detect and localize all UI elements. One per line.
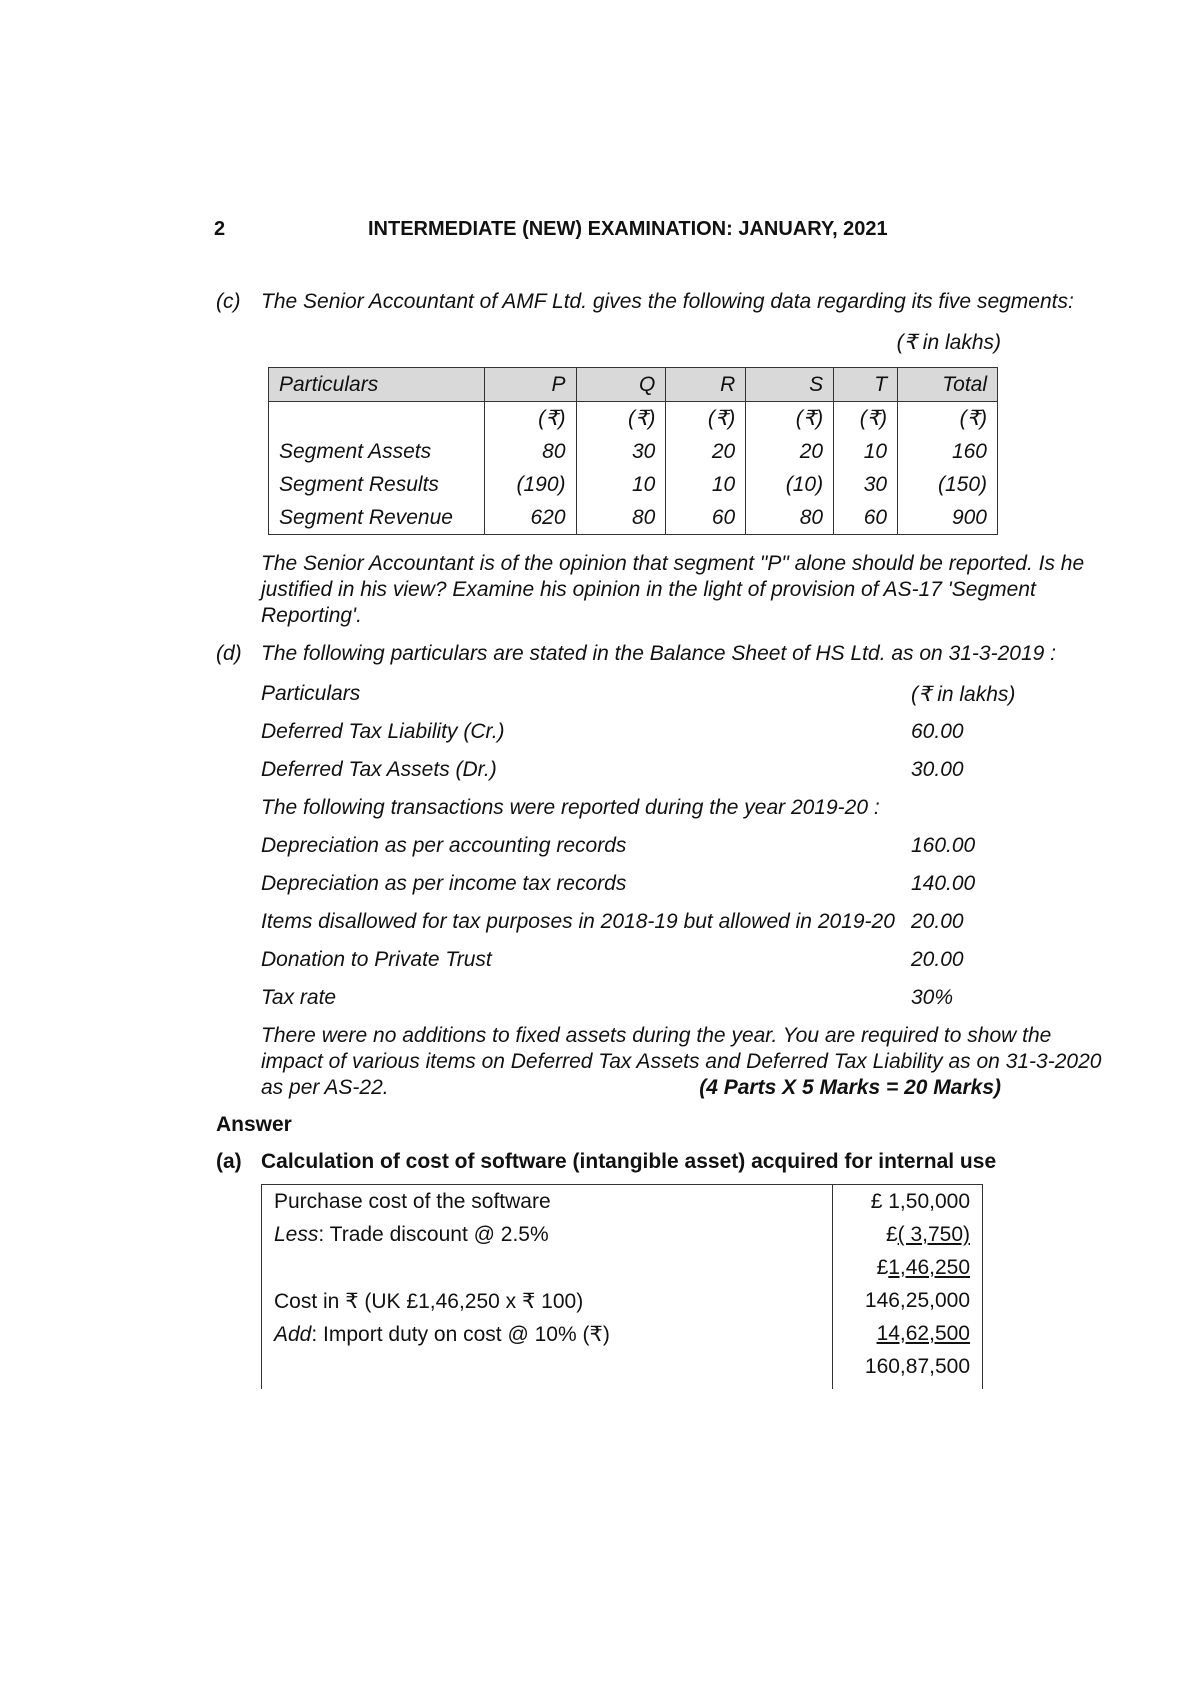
part-d-item-value: 160.00: [911, 834, 976, 857]
net-cost-value: 1,46,250: [888, 1256, 970, 1279]
part-d-item-value: (₹ in lakhs): [911, 683, 1016, 706]
part-d-label: (d): [216, 642, 242, 665]
part-d-item-value: 60.00: [911, 720, 964, 743]
table-row-label: [274, 1322, 610, 1347]
table-cell: 30: [576, 435, 666, 468]
table-row-value: [886, 1223, 970, 1247]
part-c-unit-note: (₹ in lakhs): [896, 331, 1001, 354]
column-divider: [832, 1185, 833, 1389]
part-d-item-value: 20.00: [911, 948, 964, 971]
table-cell: 160: [898, 435, 998, 468]
col-header-s: S: [746, 368, 834, 402]
table-cell: (₹): [746, 402, 834, 436]
table-cell: 80: [576, 501, 666, 535]
currency-symbol: £: [885, 1223, 898, 1246]
table-cell: (190): [484, 468, 576, 501]
add-prefix: Add: [274, 1323, 312, 1346]
col-header-particulars: Particulars: [269, 368, 485, 402]
table-cell: 80: [746, 501, 834, 535]
part-d-item-label: Items disallowed for tax purposes in 2018-19 but allowed in 2019-20: [261, 910, 895, 933]
answer-part-a-label: (a): [216, 1150, 242, 1173]
table-cell: 20: [666, 435, 746, 468]
less-label: : Trade discount @ 2.5%: [318, 1223, 549, 1246]
marks-note: (4 Parts X 5 Marks = 20 Marks): [699, 1076, 1001, 1099]
part-d-item-value: 140.00: [911, 872, 976, 895]
col-header-q: Q: [576, 368, 666, 402]
table-row-label: Cost in ₹ (UK £1,46,250 x ₹ 100): [274, 1290, 584, 1313]
table-cell: 80: [484, 435, 576, 468]
col-header-total: Total: [898, 368, 998, 402]
part-d-item-label: Tax rate: [261, 986, 337, 1009]
table-cell: 10: [666, 468, 746, 501]
answer-part-a-title: Calculation of cost of software (intangible asset) acquired for internal use: [261, 1150, 997, 1173]
part-d-item-label: The following transactions were reported during the year 2019-20 :: [261, 796, 880, 819]
table-row: [269, 468, 998, 501]
part-c-intro: The Senior Accountant of AMF Ltd. gives the following data regarding its five segments:: [261, 290, 1074, 313]
part-d-item-value: 30%: [911, 986, 954, 1009]
less-prefix: Less: [274, 1223, 319, 1246]
table-cell: (₹): [898, 402, 998, 436]
table-cell: 30: [834, 468, 898, 501]
page-number: 2: [214, 218, 226, 240]
part-d-item-value: 20.00: [911, 910, 964, 933]
table-row-value: 146,25,000: [864, 1289, 970, 1312]
part-d-item-label: Depreciation as per income tax records: [261, 872, 627, 895]
part-d-item-label: Deferred Tax Assets (Dr.): [261, 758, 497, 781]
table-cell: (₹): [666, 402, 746, 436]
table-cell: 20: [746, 435, 834, 468]
col-header-t: T: [834, 368, 898, 402]
page-title: INTERMEDIATE (NEW) EXAMINATION: JANUARY, 2021: [368, 218, 888, 240]
discount-value: ( 3,750): [897, 1223, 970, 1246]
part-d-item-label: Deferred Tax Liability (Cr.): [261, 720, 505, 743]
col-header-r: R: [666, 368, 746, 402]
table-cell: (₹): [576, 402, 666, 436]
table-cell: 60: [834, 501, 898, 535]
col-header-p: P: [484, 368, 576, 402]
part-d-closing-line-1: There were no additions to fixed assets during the year. You are required to show the: [261, 1024, 1052, 1047]
table-cell: 900: [898, 501, 998, 535]
part-c-question-line-3: Reporting'.: [261, 604, 362, 627]
table-cell: (₹): [834, 402, 898, 436]
part-d-closing-line-3: as per AS-22.: [261, 1076, 389, 1099]
part-d-item-label: Donation to Private Trust: [261, 948, 492, 971]
part-c-label: (c): [216, 290, 241, 313]
table-cell: [269, 402, 485, 436]
answer-heading: Answer: [216, 1113, 292, 1136]
table-row-value: 14,62,500: [876, 1322, 970, 1345]
table-cell: Segment Assets: [269, 435, 485, 468]
add-label: : Import duty on cost @ 10% (₹): [311, 1323, 610, 1346]
table-cell: (₹): [484, 402, 576, 436]
table-row: [269, 501, 998, 535]
segment-table-header: [269, 368, 998, 402]
table-cell: 10: [576, 468, 666, 501]
software-cost-table: [261, 1184, 983, 1389]
part-c-question-line-1: The Senior Accountant is of the opinion that segment "P" alone should be reported. Is he: [261, 552, 1085, 575]
table-row: [269, 402, 998, 436]
part-d-intro: The following particulars are stated in the Balance Sheet of HS Ltd. as on 31-3-2019 :: [261, 642, 1056, 665]
table-cell: 620: [484, 501, 576, 535]
part-d-item-label: Depreciation as per accounting records: [261, 834, 627, 857]
table-row-value: [877, 1256, 970, 1280]
part-c-question-line-2: justified in his view? Examine his opinion in the light of provision of AS-17 'Segment: [261, 578, 1036, 601]
table-row-label: Purchase cost of the software: [274, 1190, 551, 1213]
part-d-item-value: 30.00: [911, 758, 964, 781]
table-cell: 10: [834, 435, 898, 468]
part-d-closing-line-2: impact of various items on Deferred Tax Assets and Deferred Tax Liability as on 31-3-2020: [261, 1050, 1102, 1073]
table-row-label: [274, 1223, 549, 1247]
table-cell: Segment Revenue: [269, 501, 485, 535]
segment-table: [268, 367, 998, 535]
table-cell: (150): [898, 468, 998, 501]
table-row-value: 160,87,500: [864, 1355, 970, 1378]
table-row: [269, 435, 998, 468]
table-cell: 60: [666, 501, 746, 535]
table-row-value: £ 1,50,000: [870, 1190, 970, 1213]
table-cell: Segment Results: [269, 468, 485, 501]
part-d-item-label: Particulars: [261, 682, 361, 705]
table-cell: (10): [746, 468, 834, 501]
currency-symbol: £: [876, 1256, 889, 1279]
